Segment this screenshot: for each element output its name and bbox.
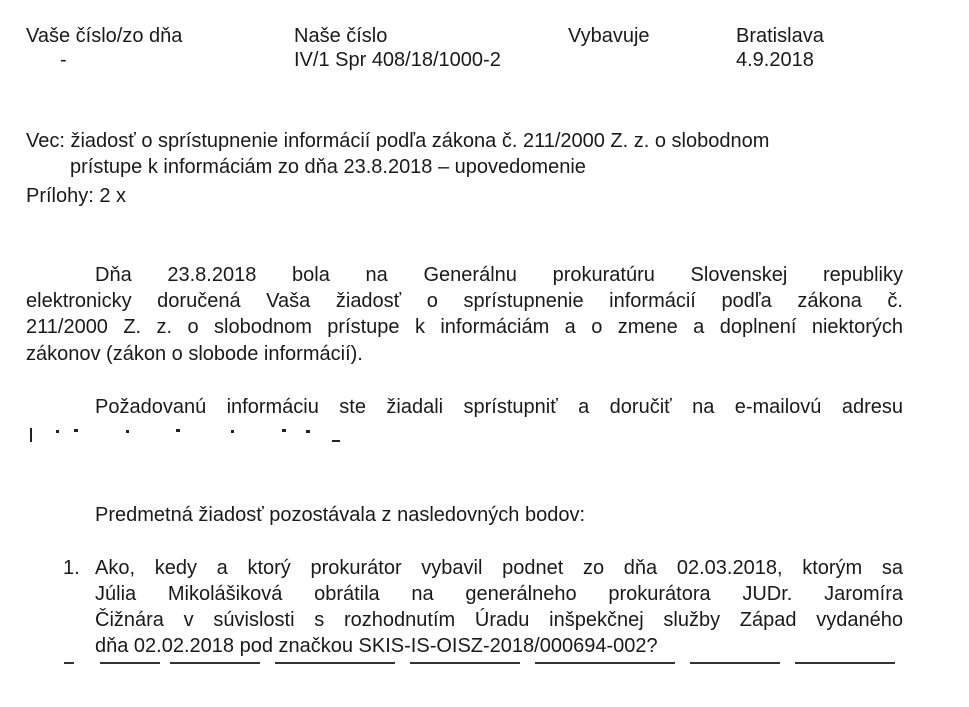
header-our-ref-value: IV/1 Spr 408/18/1000-2	[294, 49, 501, 71]
paragraph-1-line-1: Dňa 23.8.2018 bola na Generálnu prokuratúru Slovenskej republiky	[95, 264, 903, 286]
header-date-value: 4.9.2018	[736, 49, 814, 71]
list-item-1-line-4: dňa 02.02.2018 pod značkou SKIS-IS-OISZ-2018/000694-002?	[95, 635, 658, 657]
header-your-ref-value: -	[60, 49, 67, 71]
header-place-label: Bratislava	[736, 25, 824, 47]
paragraph-1-line-4: zákonov (zákon o slobode informácií).	[26, 343, 363, 365]
subject-line-2: prístupe k informáciám zo dňa 23.8.2018 – upovedomenie	[70, 156, 586, 178]
paragraph-3: Predmetná žiadosť pozostávala z nasledovných bodov:	[95, 504, 586, 526]
attachments-line: Prílohy: 2 x	[26, 185, 127, 207]
header-handled-by	[568, 24, 650, 48]
header-handled-by-label: Vybavuje	[568, 25, 650, 47]
subject-line-1: Vec: žiadosť o sprístupnenie informácií podľa zákona č. 211/2000 Z. z. o slobodnom	[26, 130, 770, 152]
header-our-ref-label: Naše číslo	[294, 25, 388, 47]
redacted-email-line	[26, 424, 906, 446]
list-item-1-line-3: Čižnára v súvislosti s rozhodnutím Úradu inšpekčnej služby Západ vydaného	[95, 609, 903, 631]
header-our-ref	[294, 24, 501, 72]
header-your-ref	[26, 24, 182, 72]
header-place-date	[736, 24, 824, 72]
list-item-1-number: 1.	[63, 557, 80, 579]
paragraph-1-line-3: 211/2000 Z. z. o slobodnom prístupe k informáciám a o zmene a doplnení niektorých	[26, 316, 903, 338]
paragraph-1-line-2: elektronicky doručená Vaša žiadosť o sprístupnenie informácií podľa zákona č.	[26, 290, 903, 312]
list-item-1-line-1: Ako, kedy a ktorý prokurátor vybavil podnet zo dňa 02.03.2018, ktorým sa	[95, 557, 903, 579]
cut-off-text-line	[60, 662, 910, 668]
paragraph-2-line-1: Požadovanú informáciu ste žiadali sprístupniť a doručiť na e-mailovú adresu	[95, 396, 903, 418]
list-item-1-line-2: Júlia Mikolášiková obrátila na generálneho prokurátora JUDr. Jaromíra	[95, 583, 903, 605]
header-your-ref-label: Vaše číslo/zo dňa	[26, 25, 183, 47]
